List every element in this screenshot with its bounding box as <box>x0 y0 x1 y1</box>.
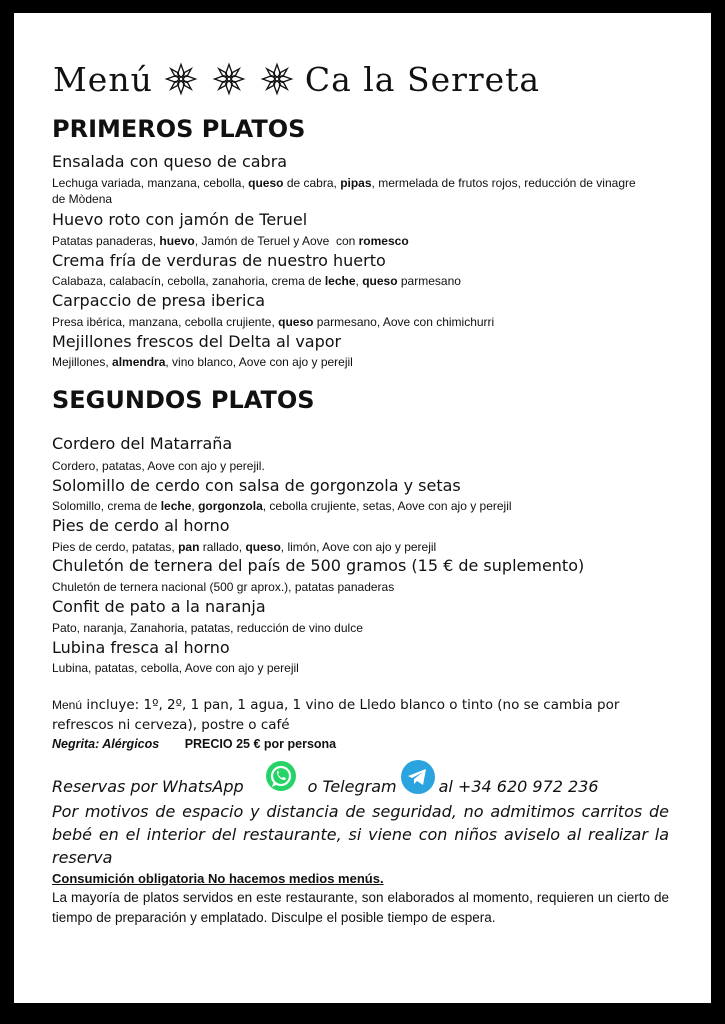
includes-text: incluye: 1º, 2º, 1 pan, 1 agua, 1 vino de Lledo blanco o tinto (no se cambia por refrescos ni cerveza), postre o café <box>52 697 620 733</box>
dish-name: Confit de pato a la naranja <box>52 597 266 616</box>
dish-description: Pies de cerdo, patatas, pan rallado, queso, limón, Aove con ajo y perejil <box>52 540 437 554</box>
reservations-line <box>52 773 599 799</box>
flower-icon <box>260 62 294 96</box>
flower-icon <box>212 62 246 96</box>
price: PRECIO 25 € por persona <box>184 737 337 751</box>
dish-description: Mejillones, almendra, vino blanco, Aove con ajo y perejil <box>52 355 353 369</box>
preparation-notice: La mayoría de platos servidos en este restaurante, son elaborados al momento, requieren un cierto de tiempo de preparación y emplatado. Disculpe el posible tiempo de espera. <box>52 890 669 925</box>
includes-label: Menú <box>52 698 83 712</box>
whatsapp-icon <box>244 773 308 799</box>
menu-page <box>14 13 711 1003</box>
dish-name: Huevo roto con jamón de Teruel <box>52 210 308 229</box>
dish-name: Crema fría de verduras de nuestro huerto <box>52 251 386 270</box>
dish-name: Chuletón de ternera del país de 500 gramos (15 € de suplemento) <box>52 556 585 575</box>
dish-description: Solomillo, crema de leche, gorgonzola, cebolla crujiente, setas, Aove con ajo y perejil <box>52 499 512 513</box>
dish-description: Presa ibérica, manzana, cebolla crujiente, queso parmesano, Aove con chimichurri <box>52 315 495 329</box>
menu-includes <box>52 695 672 735</box>
dish-description: Calabaza, calabacín, cebolla, zanahoria, crema de leche, queso parmesano <box>52 274 461 288</box>
dish-name: Ensalada con queso de cabra <box>52 152 288 171</box>
seating-notice: Por motivos de espacio y distancia de seguridad, no admitimos carritos de bebé en el interior del restaurante, si viene con niños aviselo al realizar la reserva <box>52 802 669 867</box>
phone-number: al +34 620 972 236 <box>438 776 599 796</box>
dish-description: Cordero, patatas, Aove con ajo y perejil. <box>52 459 265 473</box>
dish-description: Chuletón de ternera nacional (500 gr aprox.), patatas panaderas <box>52 580 395 594</box>
allergens-note: Negrita: Alérgicos <box>52 737 160 751</box>
allergens-price-line <box>52 737 336 751</box>
dish-name: Cordero del Matarraña <box>52 434 233 453</box>
menu-title <box>53 57 540 101</box>
dish-description: Patatas panaderas, huevo, Jamón de Teruel y Aove con romesco <box>52 234 409 248</box>
dish-description: Lubina, patatas, cebolla, Aove con ajo y perejil <box>52 661 299 675</box>
dish-name: Carpaccio de presa iberica <box>52 291 266 310</box>
mandatory-consumption: Consumición obligatoria No hacemos medios menús. <box>52 871 384 886</box>
dish-description: Pato, naranja, Zanahoria, patatas, reducción de vino dulce <box>52 621 363 635</box>
telegram-text: o Telegram <box>307 776 397 796</box>
flower-icon <box>164 62 198 96</box>
dish-name: Solomillo de cerdo con salsa de gorgonzola y setas <box>52 476 461 495</box>
dish-name: Mejillones frescos del Delta al vapor <box>52 332 342 351</box>
restaurant-name: Ca la Serreta <box>304 59 541 99</box>
section-title-primeros: PRIMEROS PLATOS <box>52 115 306 143</box>
dish-name: Lubina fresca al horno <box>52 638 230 657</box>
telegram-icon <box>397 773 439 799</box>
dish-description: Lechuga variada, manzana, cebolla, queso de cabra, pipas, mermelada de frutos rojos, reducción de vinagre de Mòdena <box>52 176 636 206</box>
whatsapp-text: Reservas por WhatsApp <box>52 776 244 796</box>
menu-word: Menú <box>53 59 153 99</box>
dish-name: Pies de cerdo al horno <box>52 516 230 535</box>
section-title-segundos: SEGUNDOS PLATOS <box>52 386 315 414</box>
